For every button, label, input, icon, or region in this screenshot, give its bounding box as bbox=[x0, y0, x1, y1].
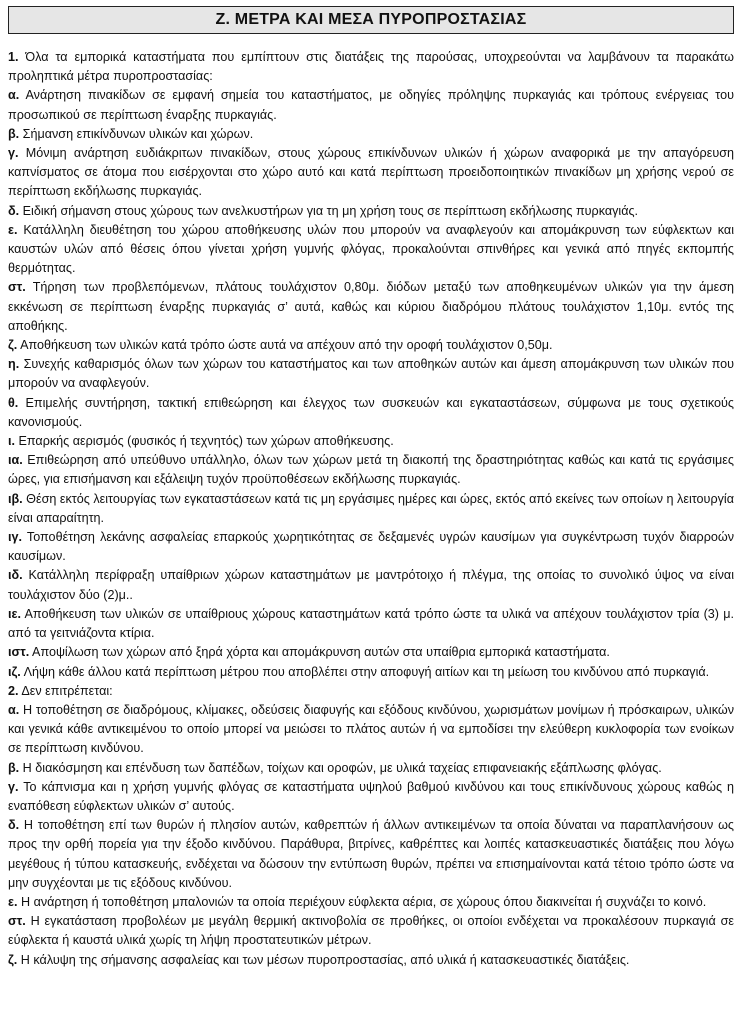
paragraph-label: ε. bbox=[8, 222, 18, 237]
paragraph-text: Θέση εκτός λειτουργίας των εγκαταστάσεων κατά τις μη εργάσιμες ημέρες και ώρες, εκτός από εκείνες των οποίων η λειτουργία είναι απαραίτητη. bbox=[8, 491, 734, 525]
paragraph-label: ε. bbox=[8, 894, 18, 909]
paragraph-text: Όλα τα εμπορικά καταστήματα που εμπίπτουν στις διατάξεις της παρούσας, υποχρεούνται να λαμβάνουν τα παρακάτω προληπτικά μέτρα πυροπροστασίας: bbox=[8, 50, 734, 84]
paragraph-text: Η κάλυψη της σήμανσης ασφαλείας και των μέσων πυροπροστασίας, από υλικά ή κατασκευαστικές διατάξεις. bbox=[17, 952, 630, 967]
paragraph bbox=[8, 451, 734, 489]
paragraph-text: Η ανάρτηση ή τοποθέτηση μπαλονιών τα οποία περιέχουν εύφλεκτα αέρια, σε χώρους όπου διακινείται ή συχνάζει το κοινό. bbox=[17, 894, 707, 909]
paragraph bbox=[8, 663, 734, 682]
paragraph-label: α. bbox=[8, 702, 20, 717]
paragraph bbox=[8, 221, 734, 279]
paragraph-label: ιγ. bbox=[8, 530, 23, 545]
paragraph-label: θ. bbox=[8, 395, 19, 410]
paragraph-label: β. bbox=[8, 126, 20, 141]
paragraph-label: ζ. bbox=[8, 338, 18, 353]
paragraph bbox=[8, 86, 734, 124]
paragraph-text: Κατάλληλη διευθέτηση του χώρου αποθήκευσης υλών που μπορούν να αναφλεγούν και απομάκρυνση των εύφλεκτων και καυστών υλών από θέσεις όπου γίνεται χρήση γυμνής φλόγας, προκαλούνται σπινθήρες και γενικά από πηγές εκπομπής θερμότητας. bbox=[8, 222, 734, 276]
paragraph bbox=[8, 951, 734, 970]
paragraph-text: Ανάρτηση πινακίδων σε εμφανή σημεία του καταστήματος, με οδηγίες πρόληψης πυρκαγιάς και τρόπους ενέργειας του προσωπικού σε περίπτωση έναρξης πυρκαγιάς. bbox=[8, 88, 734, 122]
paragraph-text: Επιθεώρηση από υπεύθυνο υπάλληλο, όλων των χώρων μετά τη διακοπή της δραστηριότητας καθώς και κατά τις εργάσιμες ώρες, για επισήμανση και εξάλειψη τυχόν προϋποθέσεων εκδήλωσης πυρκαγιάς. bbox=[8, 453, 734, 487]
paragraph bbox=[8, 701, 734, 759]
paragraph-label: ι. bbox=[8, 434, 15, 449]
paragraph-label: στ. bbox=[8, 280, 26, 295]
paragraph bbox=[8, 125, 734, 144]
paragraph-text: Τήρηση των προβλεπόμενων, πλάτους τουλάχιστον 0,80μ. διόδων μεταξύ των αποθηκευμένων υλικών για την άμεση εκκένωση σε περίπτωση έναρξης πυρκαγιάς σ’ αυτά, καθώς και κύριου διαδρόμου πλάτους τουλάχιστον 1,10μ. εντός της αποθήκης. bbox=[8, 280, 734, 333]
paragraph bbox=[8, 682, 734, 701]
paragraph bbox=[8, 202, 734, 221]
paragraph-label: ζ. bbox=[8, 952, 18, 967]
document-page bbox=[0, 6, 750, 1014]
paragraph-label: ιε. bbox=[8, 606, 21, 621]
paragraph-label: α. bbox=[8, 88, 20, 103]
paragraph-text: Επιμελής συντήρηση, τακτική επιθεώρηση και έλεγχος των συσκευών και εγκαταστάσεων, σύμφωνα με τους σχετικούς κανονισμούς. bbox=[8, 395, 734, 429]
paragraph bbox=[8, 566, 734, 604]
paragraph-text: Ειδική σήμανση στους χώρους των ανελκυστήρων για τη μη χρήση τους σε περίπτωση εκδήλωσης πυρκαγιάς. bbox=[19, 203, 639, 218]
paragraph bbox=[8, 759, 734, 778]
paragraph-label: ια. bbox=[8, 453, 23, 468]
paragraph-text: Δεν επιτρέπεται: bbox=[18, 683, 113, 698]
paragraph-label: η. bbox=[8, 357, 20, 372]
document-body bbox=[8, 48, 734, 970]
paragraph-label: ιβ. bbox=[8, 491, 23, 506]
paragraph bbox=[8, 48, 734, 86]
paragraph-label: στ. bbox=[8, 914, 26, 929]
paragraph-text: Συνεχής καθαρισμός όλων των χώρων του καταστήματος και των αποθηκών αυτών και άμεση απομάκρυνση των υλικών που μπορούν να αναφλεγούν. bbox=[8, 357, 734, 391]
paragraph-text: Αποψίλωση των χώρων από ξηρά χόρτα και απομάκρυνση αυτών στα υπαίθρια εμπορικά καταστήματα. bbox=[29, 645, 610, 660]
paragraph-label: ιζ. bbox=[8, 664, 21, 679]
paragraph bbox=[8, 778, 734, 816]
paragraph bbox=[8, 605, 734, 643]
paragraph-text: Η εγκατάσταση προβολέων με μεγάλη θερμική ακτινοβολία σε προθήκες, οι οποίοι ενδέχεται να προκαλέσουν πυρκαγιά σε εύφλεκτα ή καυστά υλικά χωρίς τη λήψη προστατευτικών μέτρων. bbox=[8, 914, 734, 948]
paragraph bbox=[8, 643, 734, 662]
paragraph-label: ιστ. bbox=[8, 645, 30, 660]
paragraph-label: γ. bbox=[8, 146, 19, 161]
paragraph bbox=[8, 816, 734, 893]
paragraph-label: β. bbox=[8, 760, 20, 775]
paragraph-text: Επαρκής αερισμός (φυσικός ή τεχνητός) των χώρων αποθήκευσης. bbox=[15, 434, 394, 449]
paragraph bbox=[8, 394, 734, 432]
section-title: Ζ. ΜΕΤΡΑ ΚΑΙ ΜΕΣΑ ΠΥΡΟΠΡΟΣΤΑΣΙΑΣ bbox=[8, 6, 734, 34]
paragraph-text: Το κάπνισμα και η χρήση γυμνής φλόγας σε καταστήματα υψηλού βαθμού κινδύνου και τους επικίνδυνους χώρους καθώς η εναπόθεση εύφλεκτων υλικών σ’ αυτούς. bbox=[8, 779, 734, 813]
paragraph bbox=[8, 336, 734, 355]
paragraph bbox=[8, 355, 734, 393]
paragraph-text: Η τοποθέτηση σε διαδρόμους, κλίμακες, οδεύσεις διαφυγής και εξόδους κινδύνου, χωρισμάτων μονίμων ή πρόσκαιρων, υλικών και γενικά κάθε αντικειμένου το οποίο μπορεί να μειώσει το πλάτος αυτών ή να εμποδίσει την ελεύθερη κυκλοφορία των ενοίκων σε περίπτωση κινδύνου. bbox=[8, 702, 734, 756]
paragraph-text: Σήμανση επικίνδυνων υλικών και χώρων. bbox=[19, 126, 254, 141]
paragraph-label: γ. bbox=[8, 779, 19, 794]
paragraph-label: ιδ. bbox=[8, 568, 23, 583]
paragraph-text: Κατάλληλη περίφραξη υπαίθριων χώρων καταστημάτων με μαντρότοιχο ή πλέγμα, της οποίας το συνολικό ύψος να είναι τουλάχιστον δύο (2)μ.. bbox=[8, 568, 734, 602]
paragraph-text: Η τοποθέτηση επί των θυρών ή πλησίον αυτών, καθρεπτών ή άλλων αντικειμένων τα οποία δύναται να παραπλανήσουν ως προς την ορθή πορεία για την έξοδο κινδύνου. Παράθυρα, βιτρίνες, καθρέπτες και λοιπές κατασκευαστικές διατάξεις που λόγω μεγέθους ή τύπου κατασκευής, ενδέχεται να δώσουν την εντύπωση θυρών, πρέπει να επισημαίνονται κατά τέτοιο τρόπο ώστε να μην συγχέονται με τις εξόδους κινδύνου. bbox=[8, 818, 734, 890]
paragraph-label: 2. bbox=[8, 683, 19, 698]
paragraph bbox=[8, 490, 734, 528]
paragraph bbox=[8, 893, 734, 912]
paragraph-text: Μόνιμη ανάρτηση ευδιάκριτων πινακίδων, στους χώρους επικίνδυνων υλικών ή χώρων αναφορικά με την απαγόρευση καπνίσματος σε άτομα που εισέρχονται στο χώρο αυτό και κατά περίπτωση προειδοποιητικών πινακίδων μη χρήσης νερού σε περίπτωση εκδήλωσης πυρκαγιάς. bbox=[8, 146, 734, 199]
paragraph-label: δ. bbox=[8, 818, 20, 833]
paragraph bbox=[8, 528, 734, 566]
paragraph bbox=[8, 432, 734, 451]
paragraph-text: Λήψη κάθε άλλου κατά περίπτωση μέτρου που αποβλέπει στην αποφυγή αιτίων και τη μείωση του κινδύνου από πυρκαγιά. bbox=[20, 664, 710, 679]
paragraph-text: Η διακόσμηση και επένδυση των δαπέδων, τοίχων και οροφών, με υλικά ταχείας επιφανειακής εξάπλωσης φλόγας. bbox=[19, 760, 662, 775]
paragraph bbox=[8, 278, 734, 336]
paragraph-label: 1. bbox=[8, 50, 19, 64]
paragraph-text: Αποθήκευση των υλικών κατά τρόπο ώστε αυτά να απέχουν από την οροφή τουλάχιστον 0,50μ. bbox=[17, 338, 553, 353]
paragraph-label: δ. bbox=[8, 203, 20, 218]
paragraph-text: Αποθήκευση των υλικών σε υπαίθριους χώρους καταστημάτων κατά τρόπο ώστε τα υλικά να απέχουν τουλάχιστον τρία (3) μ. από τα γειτνιάζοντα κτίρια. bbox=[8, 606, 734, 641]
paragraph bbox=[8, 144, 734, 202]
paragraph-text: Τοποθέτηση λεκάνης ασφαλείας επαρκούς χωρητικότητας σε δεξαμενές υγρών καυσίμων για συγκέντρωση τυχόν διαρροών καυσίμων. bbox=[8, 530, 734, 564]
paragraph bbox=[8, 912, 734, 950]
